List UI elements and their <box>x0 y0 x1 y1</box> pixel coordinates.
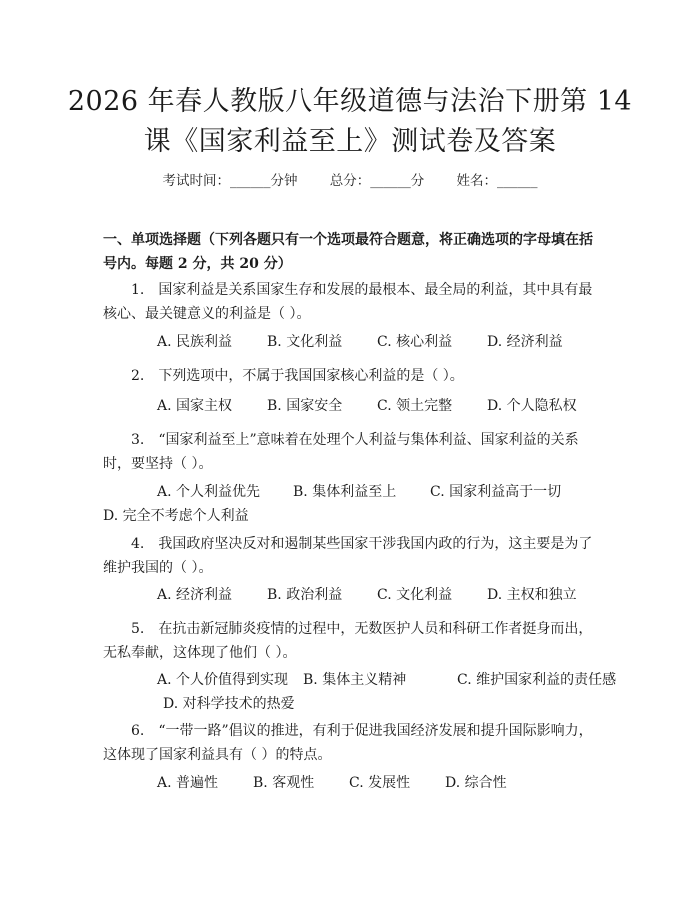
question-stem: 5. 在抗击新冠肺炎疫情的过程中，无数医护人员和科研工作者挺身而出，无私奉献，这体现了他们（ ）。 <box>103 621 593 661</box>
exam-meta <box>0 169 700 189</box>
question-1 <box>103 278 603 326</box>
question-6 <box>103 719 603 767</box>
question-stem: 2. 下列选项中，不属于我国国家核心利益的是（ ）。 <box>131 368 464 384</box>
question-5-options <box>103 668 617 716</box>
question-stem: 6. “一带一路”倡议的推进，有利于促进我国经济发展和提升国际影响力，这体现了国家利益具有（ ）的特点。 <box>103 723 593 763</box>
option-c: C. 国家利益高于一切 <box>430 484 562 500</box>
exam-name: 姓名：______ <box>456 173 538 189</box>
option-c: C. 发展性 <box>349 775 411 791</box>
option-b: B. 集体主义精神 <box>303 672 407 688</box>
option-d: D. 个人隐私权 <box>487 398 577 414</box>
exam-time: 考试时间：______分钟 <box>162 173 298 189</box>
option-c: C. 领土完整 <box>377 398 453 414</box>
option-d: D. 完全不考虑个人利益 <box>103 508 249 524</box>
option-b: B. 政治利益 <box>267 587 343 603</box>
option-a: A. 民族利益 <box>157 334 233 350</box>
question-stem: 4. 我国政府坚决反对和遏制某些国家干涉我国内政的行为，这主要是为了维护我国的（ ）。 <box>103 536 593 576</box>
option-b: B. 文化利益 <box>267 334 343 350</box>
question-stem: 3. “国家利益至上”意味着在处理个人利益与集体利益、国家利益的关系时，要坚持（ ）。 <box>103 432 579 472</box>
page-title <box>0 82 700 162</box>
option-d: D. 经济利益 <box>487 334 563 350</box>
title-line-1: 2026 年春人教版八年级道德与法治下册第 14 <box>67 86 633 117</box>
question-2 <box>103 364 603 388</box>
option-b: B. 客观性 <box>253 775 315 791</box>
question-stem: 1. 国家利益是关系国家生存和发展的最根本、最全局的利益，其中具有最核心、最关键意义的利益是（ ）。 <box>103 282 593 322</box>
option-b: B. 集体利益至上 <box>293 484 397 500</box>
option-c: C. 文化利益 <box>377 587 453 603</box>
title-line-2: 课《国家利益至上》测试卷及答案 <box>143 126 557 157</box>
option-d: D. 主权和独立 <box>487 587 577 603</box>
option-d: D. 综合性 <box>445 775 507 791</box>
question-3 <box>103 428 603 476</box>
question-5 <box>103 617 603 665</box>
option-d: D. 对科学技术的热爱 <box>163 696 295 712</box>
section-heading: 一、单项选择题（下列各题只有一个选项最符合题意，将正确选项的字母填在括号内。每题 2 分，共 20 分） <box>103 232 593 272</box>
option-a: A. 经济利益 <box>157 587 233 603</box>
option-a: A. 普遍性 <box>157 775 219 791</box>
option-c: C. 核心利益 <box>377 334 453 350</box>
option-c: C. 维护国家利益的责任感 <box>457 672 617 688</box>
option-a: A. 个人利益优先 <box>157 484 261 500</box>
exam-score: 总分：______分 <box>329 173 425 189</box>
option-a: A. 个人价值得到实现 <box>157 672 289 688</box>
option-b: B. 国家安全 <box>267 398 343 414</box>
option-a: A. 国家主权 <box>157 398 233 414</box>
question-4 <box>103 532 603 580</box>
question-3-options <box>103 480 603 528</box>
